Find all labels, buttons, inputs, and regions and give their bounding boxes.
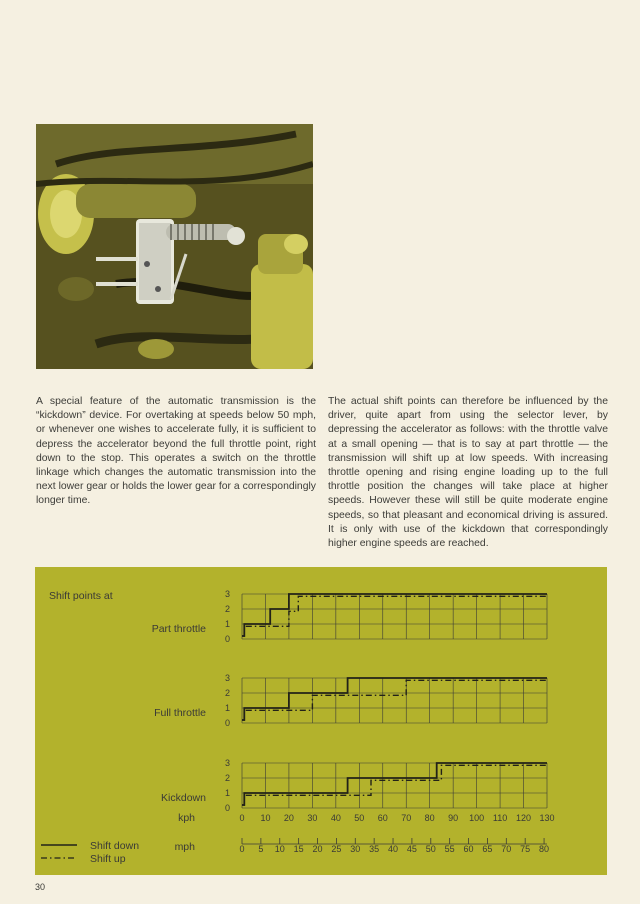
shift-points-chart xyxy=(35,567,607,875)
kph-tick-label: 90 xyxy=(448,813,459,823)
kph-tick-label: 130 xyxy=(539,813,555,823)
kph-tick-label: 70 xyxy=(401,813,412,823)
mph-tick-label: 50 xyxy=(425,844,436,854)
mph-tick-label: 5 xyxy=(258,844,264,854)
legend-label: Shift up xyxy=(90,853,126,865)
mph-tick-label: 70 xyxy=(501,844,512,854)
y-tick-label: 1 xyxy=(224,619,230,629)
mph-tick-label: 60 xyxy=(463,844,474,854)
y-tick-label: 0 xyxy=(224,634,230,644)
chart-title: Shift points at xyxy=(49,590,113,602)
y-tick-label: 2 xyxy=(224,773,230,783)
shift-points-panel xyxy=(35,567,607,875)
mph-tick-label: 25 xyxy=(331,844,342,854)
kph-tick-label: 120 xyxy=(516,813,532,823)
shift-down-line xyxy=(242,678,547,720)
mph-tick-label: 65 xyxy=(482,844,493,854)
shift-up-line xyxy=(242,680,547,720)
page-number: 30 xyxy=(35,882,46,892)
kph-tick-label: 80 xyxy=(424,813,435,823)
mph-tick-label: 45 xyxy=(406,844,417,854)
y-tick-label: 0 xyxy=(224,803,230,813)
y-tick-label: 2 xyxy=(224,604,230,614)
kph-tick-label: 60 xyxy=(377,813,388,823)
y-tick-label: 3 xyxy=(224,589,230,599)
kph-tick-label: 0 xyxy=(239,813,245,823)
kph-axis-label: kph xyxy=(178,812,195,824)
kickdown-switch-photo xyxy=(36,124,313,369)
mph-tick-label: 20 xyxy=(312,844,323,854)
mph-tick-label: 40 xyxy=(388,844,399,854)
chart-label: Full throttle xyxy=(154,707,206,719)
mph-tick-label: 35 xyxy=(369,844,380,854)
kph-tick-label: 40 xyxy=(330,813,341,823)
kph-tick-label: 110 xyxy=(492,813,508,823)
chart-label: Part throttle xyxy=(151,623,206,635)
kph-tick-label: 30 xyxy=(307,813,318,823)
shift-down-line xyxy=(242,594,547,636)
intro-paragraph: A special feature of the automatic transmission is the “kickdown” device. For overtaking at speeds below 50 mph, or whenever one wishes to accelerate fully, it is sufficient to depress the accelerator beyond the full throttle point, right down to the stop. This operates a switch on the throttle linkage which changes the automatic transmission into the next lower gear or holds the lower gear for a correspondingly longer time. xyxy=(36,396,316,507)
shift-up-line xyxy=(242,765,547,805)
shift-down-line xyxy=(242,763,547,805)
shift-up-line xyxy=(242,596,547,636)
y-tick-label: 1 xyxy=(224,788,230,798)
mph-tick-label: 15 xyxy=(293,844,304,854)
mph-tick-label: 10 xyxy=(274,844,285,854)
y-tick-label: 3 xyxy=(224,673,230,683)
y-tick-label: 3 xyxy=(224,758,230,768)
kph-tick-label: 10 xyxy=(260,813,271,823)
chart-label: Kickdown xyxy=(161,792,206,804)
y-tick-label: 0 xyxy=(224,718,230,728)
mph-tick-label: 75 xyxy=(520,844,531,854)
mph-tick-label: 0 xyxy=(239,844,245,854)
mph-tick-label: 80 xyxy=(539,844,550,854)
y-tick-label: 1 xyxy=(224,703,230,713)
mph-tick-label: 55 xyxy=(444,844,455,854)
kph-tick-label: 50 xyxy=(354,813,365,823)
engine-photo xyxy=(36,124,313,369)
legend-label: Shift down xyxy=(90,840,140,852)
shift-points-paragraph: The actual shift points can therefore be influenced by the driver, quite apart from using the selector lever, by depressing the accelerator as follows: with the throttle valve at a small opening — that is to say at part throttle — the transmission will shift up at low speeds. With increasing throttle opening and rising engine loading up to the full throttle position the changes will take place at higher speeds. However these will still be quite moderate engine speeds, so that pleasant and economical driving is assured. It is only with use of the kickdown that correspondingly higher engine speeds are reached. xyxy=(328,396,608,550)
y-tick-label: 2 xyxy=(224,688,230,698)
kph-tick-label: 100 xyxy=(469,813,485,823)
mph-tick-label: 30 xyxy=(350,844,361,854)
mph-axis-label: mph xyxy=(174,841,195,853)
kph-tick-label: 20 xyxy=(283,813,294,823)
